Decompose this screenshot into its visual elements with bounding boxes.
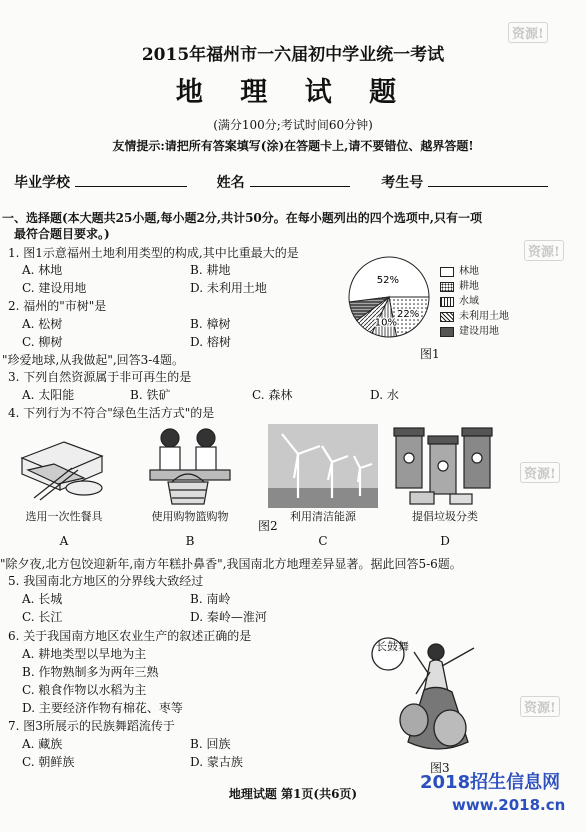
pie-data-label: 10% <box>374 317 398 329</box>
figure2-option-label: 利用清洁能源 <box>290 510 356 523</box>
section-heading-line1: 一、选择题(本大题共25小题,每小题2分,共计50分。在每小题列出的四个选项中,只有一项 <box>2 211 482 225</box>
pie-data-label: 52% <box>376 275 399 287</box>
option-c: C. 粮食作物以水稻为主 <box>22 683 147 697</box>
legend-swatch <box>440 282 454 292</box>
pie-data-label: 22% <box>396 308 420 320</box>
figure2-option-label: 使用购物篮购物 <box>151 510 229 523</box>
disposable-tableware-illustration <box>14 428 114 506</box>
legend-item <box>440 279 520 294</box>
watermark-stamp: 资源! <box>508 22 548 43</box>
option-a: A. 林地 <box>22 263 63 277</box>
question-stem: 2. 福州的"市树"是 <box>8 299 107 313</box>
option-b: B. 作物熟制多为两年三熟 <box>22 665 159 679</box>
option-b: B. 耕地 <box>190 263 231 277</box>
option-b: B. 回族 <box>190 737 231 751</box>
shopping-basket-illustration <box>140 424 240 508</box>
option-d: D. 秦岭—淮河 <box>190 610 267 624</box>
reminder-text: 友情提示:请把所有答案填写(涂)在答题卡上,请不要错位、越界答题! <box>112 139 474 153</box>
option-c: C. 朝鲜族 <box>22 755 75 769</box>
watermark-stamp: 资源! <box>520 462 560 483</box>
legend-swatch <box>440 297 454 307</box>
option-d: D. 水 <box>370 388 399 402</box>
recycling-bins-illustration <box>390 424 500 508</box>
option-a: A. 长城 <box>22 592 63 606</box>
site-url-watermark: www.2018.cn <box>452 796 566 814</box>
question-stem: 5. 我国南北方地区的分界线大致经过 <box>8 574 204 588</box>
legend-item <box>440 264 520 279</box>
legend-item <box>440 294 520 309</box>
option-a: A. 藏族 <box>22 737 63 751</box>
legend-label: 未利用土地 <box>459 311 509 322</box>
option-b: B. 铁矿 <box>130 388 171 402</box>
figure2-option-letter: B <box>185 534 195 548</box>
legend-swatch <box>440 327 454 337</box>
watermark-stamp: 资源! <box>524 240 564 261</box>
intro-q3-q4: "珍爱地球,从我做起",回答3-4题。 <box>2 353 184 367</box>
legend-item <box>440 324 520 339</box>
exam-title: 2015年福州市一六届初中学业统一考试 <box>141 45 445 65</box>
figure2-options <box>0 510 586 558</box>
legend-label: 建设用地 <box>459 326 499 337</box>
figure2-option-label: 提倡垃圾分类 <box>412 510 478 523</box>
legend-swatch <box>440 312 454 322</box>
question-stem: 1. 图1示意福州土地利用类型的构成,其中比重最大的是 <box>8 246 299 260</box>
score-info: (满分100分;考试时间60分钟) <box>213 118 373 132</box>
name-label: 姓名 <box>216 175 245 191</box>
option-d: D. 主要经济作物有棉花、枣等 <box>22 701 183 715</box>
option-b: B. 南岭 <box>190 592 231 606</box>
legend-item <box>440 309 520 324</box>
wind-turbine-illustration <box>268 424 378 508</box>
subject-title: 地 理 试 题 <box>175 77 411 108</box>
option-c: C. 森林 <box>252 388 293 402</box>
name-blank <box>250 174 350 187</box>
figure2-option-letter: D <box>440 534 450 548</box>
question-stem: 7. 图3所展示的民族舞蹈流传于 <box>8 719 175 733</box>
figure2-caption: 图2 <box>258 519 278 533</box>
option-a: A. 松树 <box>22 317 63 331</box>
option-a: A. 太阳能 <box>22 388 75 402</box>
figure3-caption: 图3 <box>430 761 450 775</box>
legend-label: 水域 <box>459 296 479 307</box>
student-id-label: 考生号 <box>381 175 424 191</box>
legend-label: 林地 <box>459 266 479 277</box>
option-b: B. 樟树 <box>190 317 231 331</box>
student-info-row <box>14 172 548 192</box>
question-stem: 3. 下列自然资源属于非可再生的是 <box>8 370 192 384</box>
option-c: C. 长江 <box>22 610 63 624</box>
legend-swatch <box>440 267 454 277</box>
section-heading-line2: 最符合题目要求。) <box>14 227 110 241</box>
option-d: D. 蒙古族 <box>190 755 243 769</box>
intro-q5-q6: "除夕夜,北方包饺迎新年,南方年糕扑鼻香",我国南北方地理差异显著。据此回答5-6题。 <box>0 557 462 571</box>
question-stem: 6. 关于我国南方地区农业生产的叙述正确的是 <box>8 629 252 643</box>
figure1-caption: 图1 <box>420 347 440 361</box>
dance-name-bubble: 长鼓舞 <box>376 640 409 653</box>
site-name-watermark: 2018招生信息网 <box>420 772 561 793</box>
figure2-option-letter: A <box>59 534 69 548</box>
student-id-blank <box>428 174 548 187</box>
pie-legend <box>440 264 520 339</box>
page-footer: 地理试题 第1页(共6页) <box>228 787 358 801</box>
question-stem: 4. 下列行为不符合"绿色生活方式"的是 <box>8 406 215 420</box>
land-use-pie-chart <box>336 254 442 340</box>
school-label: 毕业学校 <box>14 175 70 191</box>
option-d: D. 榕树 <box>190 335 231 349</box>
watermark-stamp: 资源! <box>520 696 560 717</box>
option-c: C. 柳树 <box>22 335 63 349</box>
figure2-option-letter: C <box>318 534 328 548</box>
option-a: A. 耕地类型以旱地为主 <box>22 647 147 661</box>
option-c: C. 建设用地 <box>22 281 87 295</box>
school-blank <box>75 174 187 187</box>
figure2-option-label: 选用一次性餐具 <box>25 510 103 523</box>
option-d: D. 未利用土地 <box>190 281 267 295</box>
legend-label: 耕地 <box>459 281 479 292</box>
